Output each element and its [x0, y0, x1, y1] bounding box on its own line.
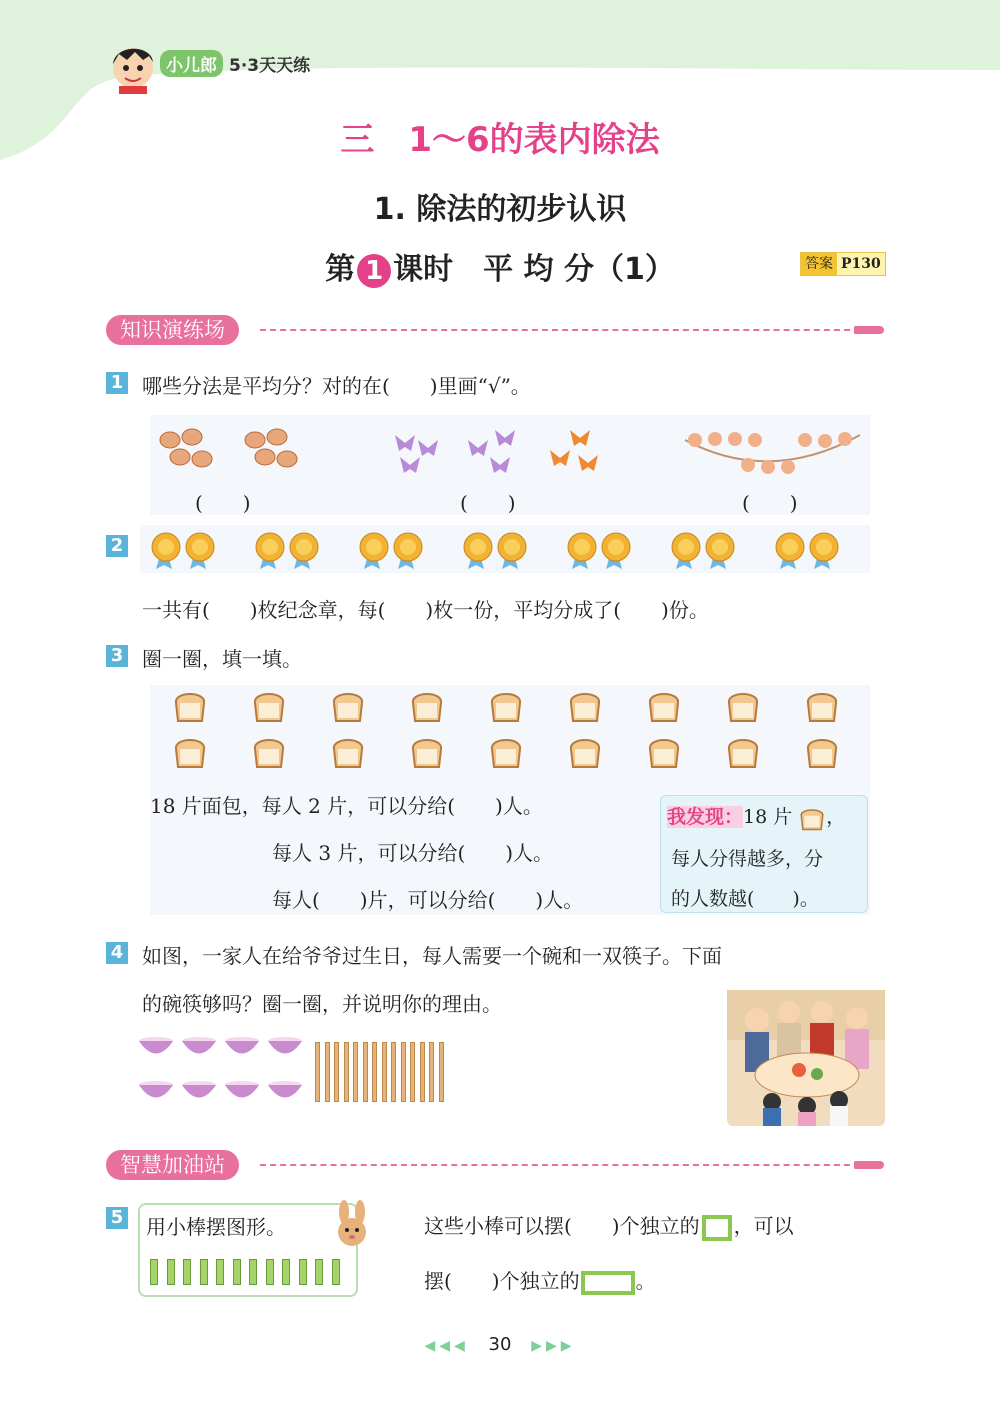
chopstick [401, 1042, 406, 1102]
chopstick [439, 1042, 444, 1102]
section-title: 1. 除法的初步认识 [373, 192, 627, 227]
medals-panel [140, 525, 870, 573]
medal-pair-icon [150, 529, 220, 573]
bread-slice-icon [488, 735, 524, 769]
bread-slice-icon [646, 689, 682, 723]
banner-divider [260, 329, 850, 331]
chopstick [410, 1042, 415, 1102]
chopstick [344, 1042, 349, 1102]
mascot-boy-icon [105, 38, 161, 94]
discovery-line-1 [667, 802, 845, 831]
answer-reference [800, 252, 886, 276]
q3-line-2: 每人 3 片，可以分给( )人。 [272, 841, 554, 865]
bowl-icon [224, 1080, 260, 1102]
chapter-title: 三 1～6的表内除法 [340, 120, 660, 160]
medal-pair-icon [358, 529, 428, 573]
match-stick [315, 1259, 323, 1285]
match-stick [200, 1259, 208, 1285]
discovery-line-3: 的人数越( )。 [671, 888, 819, 910]
bread-grid [172, 689, 852, 779]
bread-slice-icon [804, 689, 840, 723]
lesson-name: 课时 平 均 分（1） [393, 252, 675, 287]
chopstick [420, 1042, 425, 1102]
family-dinner-illustration [727, 990, 885, 1126]
chopstick [334, 1042, 339, 1102]
bread-slice-icon [330, 689, 366, 723]
match-stick [150, 1259, 158, 1285]
medal-pair-icon [774, 529, 844, 573]
q1-answer-paren-c[interactable]: ( ) [742, 491, 798, 515]
bowl-icon [267, 1036, 303, 1058]
answer-page: P130 [841, 256, 881, 272]
discovery-bread-count: 18 片 [743, 806, 793, 828]
bread-slice-icon [804, 735, 840, 769]
answer-label: 答案 [801, 253, 837, 275]
bread-slice-icon [409, 689, 445, 723]
bread-slice-icon [172, 735, 208, 769]
medal-pair-icon [254, 529, 324, 573]
lesson-number-badge: 1 [357, 254, 391, 288]
sticks-row [146, 1259, 346, 1287]
question-text: 圈一圈，填一填。 [142, 647, 302, 671]
q1-answer-paren-a[interactable]: ( ) [195, 491, 251, 515]
brand-logo [160, 50, 310, 77]
medal-pair-icon [462, 529, 532, 573]
chopstick [363, 1042, 368, 1102]
lesson-prefix: 第 [325, 252, 356, 287]
chopstick [429, 1042, 434, 1102]
q3-bread-panel [150, 685, 870, 915]
bread-slice-icon [488, 689, 524, 723]
medal-pair-icon [670, 529, 740, 573]
q5-line-1 [424, 1210, 794, 1241]
seashells-butterflies-illustration [150, 415, 870, 485]
q3-line-1: 18 片面包，每人 2 片，可以分给( )人。 [150, 794, 543, 818]
bread-slice-icon [251, 735, 287, 769]
bread-slice-icon [725, 689, 761, 723]
sticks-box-title: 用小棒摆图形。 [146, 1215, 286, 1239]
question-text: 一共有( )枚纪念章，每( )枚一份，平均分成了( )份。 [142, 598, 709, 622]
right-arrows-icon: ▶▶▶ [531, 1338, 576, 1354]
match-stick [167, 1259, 175, 1285]
page-number: 30 [488, 1334, 512, 1355]
q5-line-1-end: ，可以 [733, 1214, 794, 1238]
bread-slice-icon [567, 735, 603, 769]
bread-icon [798, 805, 826, 831]
match-stick [299, 1259, 307, 1285]
chopstick [382, 1042, 387, 1102]
q3-line-3: 每人( )片，可以分给( )人。 [272, 888, 584, 912]
bread-slice-icon [646, 735, 682, 769]
discovery-label: 我发现： [667, 806, 744, 828]
bowls-group [138, 1036, 308, 1108]
match-stick [282, 1259, 290, 1285]
bread-slice-icon [172, 689, 208, 723]
bowl-icon [267, 1080, 303, 1102]
chopstick [325, 1042, 330, 1102]
match-stick [266, 1259, 274, 1285]
pencil-icon [854, 1161, 884, 1169]
rectangle-shape-icon [580, 1270, 636, 1296]
brand-series: 5·3天天练 [229, 56, 311, 76]
bowl-icon [138, 1080, 174, 1102]
q1-picture-panel [150, 415, 870, 515]
match-stick [249, 1259, 257, 1285]
discovery-comma: ， [826, 806, 846, 828]
chopsticks-group [315, 1042, 455, 1104]
q5-line-2-end: 。 [635, 1269, 656, 1293]
section-banner-challenge: 智慧加油站 [106, 1150, 239, 1180]
question-number: 5 [106, 1207, 128, 1229]
match-stick [216, 1259, 224, 1285]
q5-line-2 [424, 1265, 656, 1296]
question-number: 4 [106, 942, 128, 964]
chopstick [353, 1042, 358, 1102]
match-stick [183, 1259, 191, 1285]
bowl-icon [181, 1080, 217, 1102]
left-arrows-icon: ◀◀◀ [424, 1338, 469, 1354]
bowl-icon [138, 1036, 174, 1058]
q5-line-1-text: 这些小棒可以摆( )个独立的 [424, 1214, 700, 1238]
question-text: 哪些分法是平均分？对的在( )里画“√”。 [142, 374, 531, 398]
question-number: 3 [106, 645, 128, 667]
discovery-line-2: 每人分得越多，分 [671, 848, 824, 870]
brand-name: 小儿郎 [160, 50, 223, 77]
bowl-icon [181, 1036, 217, 1058]
chopstick [315, 1042, 320, 1102]
pencil-icon [854, 326, 884, 334]
page-footer [0, 1334, 1000, 1355]
question-text-line-2: 的碗筷够吗？圈一圈，并说明你的理由。 [142, 992, 502, 1016]
medal-pair-icon [566, 529, 636, 573]
chopstick [391, 1042, 396, 1102]
match-stick [233, 1259, 241, 1285]
square-shape-icon [700, 1215, 734, 1241]
bowl-icon [224, 1036, 260, 1058]
bread-slice-icon [330, 735, 366, 769]
bread-slice-icon [251, 689, 287, 723]
bread-slice-icon [567, 689, 603, 723]
question-number: 2 [106, 535, 128, 557]
rabbit-icon [330, 1200, 374, 1252]
banner-divider [260, 1164, 850, 1166]
question-text-line-1: 如图，一家人在给爷爷过生日，每人需要一个碗和一双筷子。下面 [142, 944, 722, 968]
discovery-box [660, 795, 868, 913]
sticks-box [138, 1203, 358, 1297]
bread-slice-icon [725, 735, 761, 769]
q5-line-2-text: 摆( )个独立的 [424, 1269, 580, 1293]
q1-answer-paren-b[interactable]: ( ) [460, 491, 516, 515]
section-banner-practice: 知识演练场 [106, 315, 239, 345]
chopstick [372, 1042, 377, 1102]
match-stick [332, 1259, 340, 1285]
question-number: 1 [106, 372, 128, 394]
bread-slice-icon [409, 735, 445, 769]
